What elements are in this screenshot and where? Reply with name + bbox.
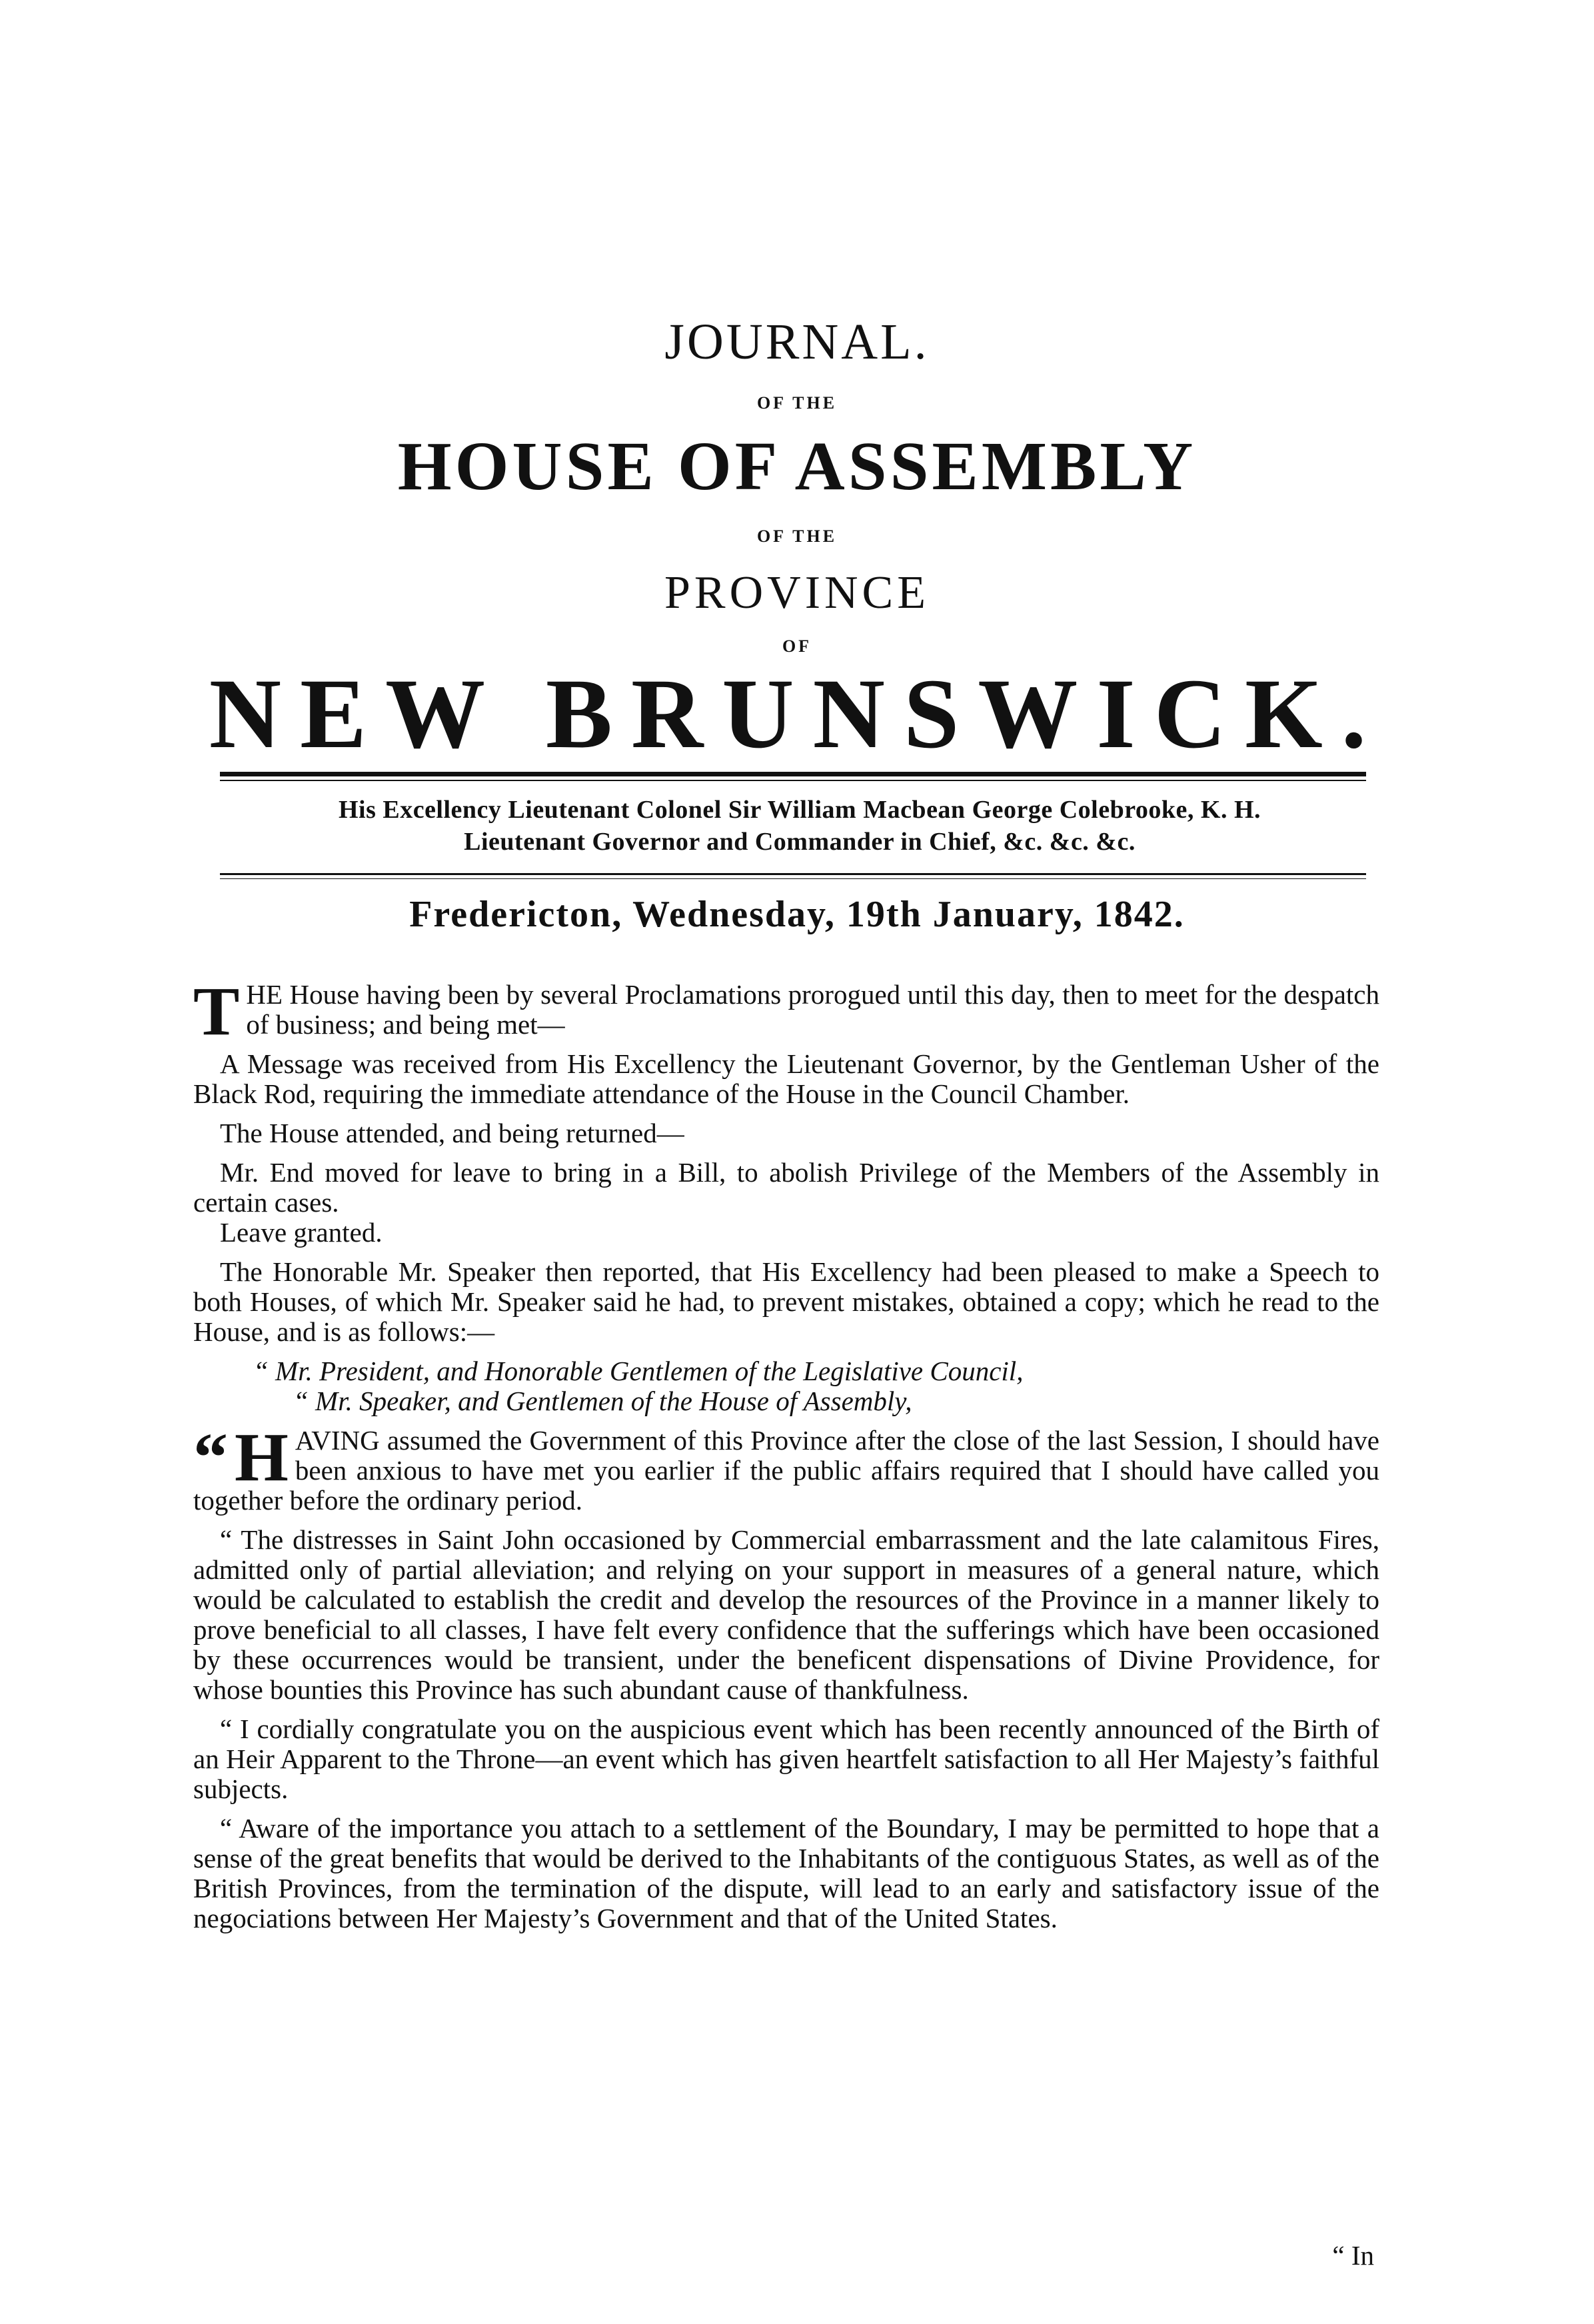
of-the-label: OF THE xyxy=(756,393,838,413)
speech-opening xyxy=(193,1419,1379,1516)
thin-rule xyxy=(220,780,1366,781)
opening-paragraph xyxy=(193,973,1379,1050)
governor-line-2: Lieutenant Governor and Commander in Chief, &c. &c. &c. xyxy=(464,828,1136,856)
address-assembly: “ Mr. Speaker, and Gentlemen of the House of Assembly, xyxy=(293,1386,912,1416)
speech-distresses: “ The distresses in Saint John occasioned by Commercial embarrassment and the late calamitous Fires, admitted only of partial alleviation; and relying on your support in measures of a general nature, which would be calculated to establish the credit and develop the resources of the Province in a manner likely to prove beneficial to all classes, I have felt every confidence that the sufferings which have been occasioned by these occurrences would be transient, under the beneficent dispensations of Divine Providence, for whose bounties this Province has such abundant cause of thankfulness. xyxy=(193,1524,1379,1705)
speech-boundary: “ Aware of the importance you attach to a settlement of the Boundary, I may be permitted to hope that a sense of the great benefits that would be derived to the Inhabitants of the contiguous States, as well as of the British Provinces, from the termination of the dispute, will lead to an early and satisfactory issue of the negociations between Her Majesty’s Government and that of the United States. xyxy=(193,1813,1379,1933)
date-rule xyxy=(220,873,1366,875)
catchword: “ In xyxy=(1332,2240,1374,2271)
date-rule-thin xyxy=(220,878,1366,879)
speaker-report-paragraph: The Honorable Mr. Speaker then reported, that His Excellency had been pleased to make a Speech to both Houses, of which Mr. Speaker said he had, to prevent mistakes, obtained a copy; which he read to the House, and is as follows:— xyxy=(193,1256,1379,1347)
province-title: PROVINCE xyxy=(664,567,930,618)
session-date: Fredericton, Wednesday, 19th January, 1842. xyxy=(409,894,1185,935)
attended-paragraph: The House attended, and being returned— xyxy=(220,1118,684,1148)
drop-cap-h: H xyxy=(235,1419,289,1496)
drop-cap-t: T xyxy=(193,973,240,1050)
speech-heir-apparent: “ I cordially congratulate you on the auspicious event which has been recently announced of the Birth of an Heir Apparent to the Throne—an event which has given heartfelt satisfaction to all Her Majesty’s faithful subjects. xyxy=(193,1714,1379,1804)
speech-opening-text: AVING assumed the Government of this Province after the close of the last Session, I should have been anxious to have met you earlier if the public affairs required that I should have called you together before the ordinary period. xyxy=(193,1425,1379,1516)
leave-granted: Leave granted. xyxy=(220,1217,383,1248)
house-of-assembly-title: HOUSE OF ASSEMBLY xyxy=(397,428,1197,505)
journal-body xyxy=(193,973,1379,1943)
thick-rule xyxy=(220,772,1366,776)
bill-motion-paragraph: Mr. End moved for leave to bring in a Bill, to abolish Privilege of the Members of the Assembly in certain cases. xyxy=(193,1157,1379,1218)
opening-text: HE House having been by several Proclamations prorogued until this day, then to meet for the despatch of business; and being met— xyxy=(246,979,1379,1040)
of-the-label-2: OF THE xyxy=(756,527,838,546)
governor-line-1: His Excellency Lieutenant Colonel Sir William Macbean George Colebrooke, K. H. xyxy=(338,796,1261,824)
message-paragraph: A Message was received from His Excellency the Lieutenant Governor, by the Gentleman Usher of the Black Rod, requiring the immediate attendance of the House in the Council Chamber. xyxy=(193,1048,1379,1109)
journal-title: JOURNAL. xyxy=(664,314,930,370)
address-council: “ Mr. President, and Honorable Gentlemen of the Legislative Council, xyxy=(253,1356,1024,1386)
drop-cap-quote: “ xyxy=(193,1419,228,1496)
new-brunswick-title: NEW BRUNSWICK. xyxy=(209,658,1385,769)
of-label: OF xyxy=(782,636,812,656)
